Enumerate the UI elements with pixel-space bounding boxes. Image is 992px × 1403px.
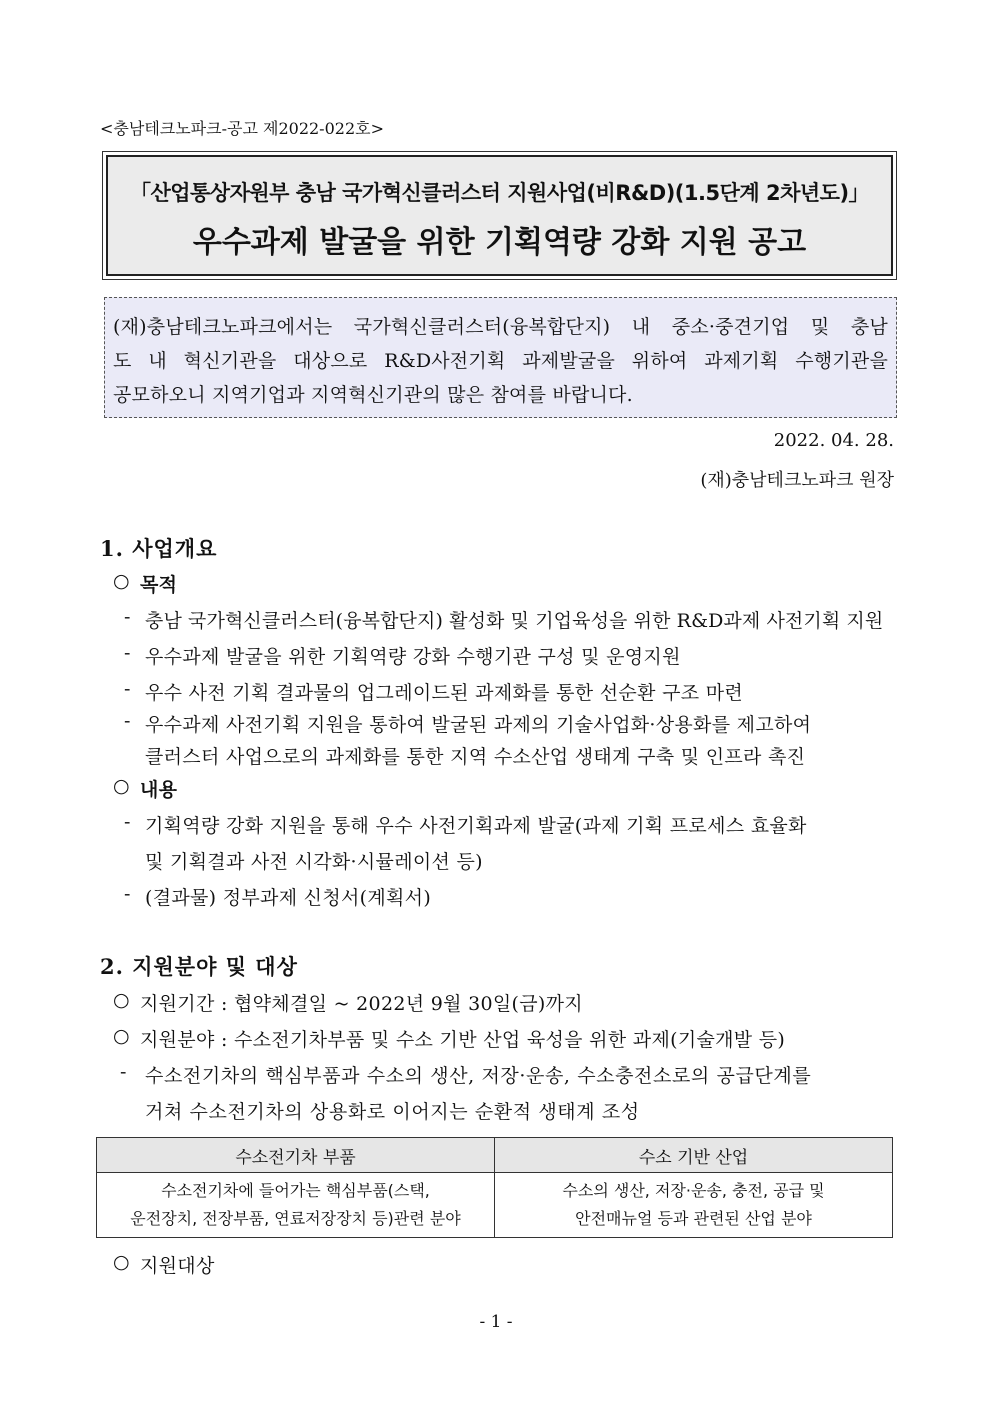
table-cell-line: 운전장치, 전장부품, 연료저장장치 등)관련 분야 <box>130 1209 461 1228</box>
purpose-label: 목적 <box>140 574 178 596</box>
content-label: 내용 <box>140 779 178 801</box>
content-item-1-cont: 및 기획결과 사전 시각화·시뮬레이션 등) <box>145 851 483 873</box>
title-inner <box>106 155 893 276</box>
announcement-ref: <충남테크노파크-공고 제2022-022호> <box>100 119 384 138</box>
intro-line-3: 공모하오니 지역기업과 지역혁신기관의 많은 참여를 바랍니다. <box>113 384 633 406</box>
purpose-item-4-cont: 클러스터 사업으로의 과제화를 통한 지역 수소산업 생태계 구축 및 인프라 촉진 <box>145 746 806 768</box>
table-cell <box>495 1173 893 1238</box>
dash-bullet: - <box>124 710 131 732</box>
dash-bullet: - <box>120 1061 127 1083</box>
purpose-item-4: 우수과제 사전기획 지원을 통하여 발굴된 과제의 기술사업화·상용화를 제고하여 <box>145 714 812 736</box>
intro-line-1: (재)충남테크노파크에서는 국가혁신클러스터(융복합단지) 내 중소·중견기업 및 충남 <box>113 316 888 338</box>
dash-bullet: - <box>124 606 131 628</box>
announcement-date: 2022. 04. 28. <box>773 430 894 451</box>
intro-line-2: 도 내 혁신기관을 대상으로 R&D사전기획 과제발굴을 위하여 과제기획 수행기관을 <box>113 350 888 372</box>
support-field-desc: 수소전기차의 핵심부품과 수소의 생산, 저장·운송, 수소충전소로의 공급단계를 <box>145 1065 812 1087</box>
support-field-desc-cont: 거쳐 수소전기차의 상용화로 이어지는 순환적 생태계 조성 <box>145 1101 640 1123</box>
purpose-item-1: 충남 국가혁신클러스터(융복합단지) 활성화 및 기업육성을 위한 R&D과제 사전기획 지원 <box>145 610 884 632</box>
intro-box <box>104 297 897 418</box>
page-number: - 1 - <box>479 1312 513 1332</box>
dash-bullet: - <box>124 678 131 700</box>
circle-bullet: ○ <box>113 1251 130 1273</box>
dash-bullet: - <box>124 642 131 664</box>
circle-bullet: ○ <box>113 775 130 797</box>
table-row <box>97 1173 893 1238</box>
dash-bullet: - <box>124 883 131 905</box>
circle-bullet: ○ <box>113 989 130 1011</box>
table-cell-line: 안전매뉴얼 등과 관련된 산업 분야 <box>575 1209 812 1228</box>
section-2-heading: 2. 지원분야 및 대상 <box>100 954 298 979</box>
purpose-item-3: 우수 사전 기획 결과물의 업그레이드된 과제화를 통한 선순환 구조 마련 <box>145 682 744 704</box>
section-1-heading: 1. 사업개요 <box>100 536 218 561</box>
title-line-1: 「산업통상자원부 충남 국가혁신클러스터 지원사업(비R&D)(1.5단계 2차년도)」 <box>129 181 870 205</box>
table-cell-line: 수소의 생산, 저장·운송, 충전, 공급 및 <box>562 1181 825 1200</box>
issuer: (재)충남테크노파크 원장 <box>700 470 894 491</box>
support-field-table <box>96 1137 893 1238</box>
support-period: 지원기간 : 협약체결일 ~ 2022년 9월 30일(금)까지 <box>140 993 583 1015</box>
page-title: 우수과제 발굴을 위한 기획역량 강화 지원 공고 <box>192 225 807 260</box>
table-header-cell: 수소 기반 산업 <box>495 1138 893 1173</box>
content-item-2: (결과물) 정부과제 신청서(계획서) <box>145 887 432 909</box>
title-box <box>102 151 897 280</box>
support-target: 지원대상 <box>140 1255 215 1277</box>
table-header-cell: 수소전기차 부품 <box>97 1138 495 1173</box>
dash-bullet: - <box>124 811 131 833</box>
table-cell <box>97 1173 495 1238</box>
table-header-row <box>97 1138 893 1173</box>
support-field: 지원분야 : 수소전기차부품 및 수소 기반 산업 육성을 위한 과제(기술개발 등) <box>140 1029 786 1051</box>
purpose-item-2: 우수과제 발굴을 위한 기획역량 강화 수행기관 구성 및 운영지원 <box>145 646 681 668</box>
content-item-1: 기획역량 강화 지원을 통해 우수 사전기획과제 발굴(과제 기획 프로세스 효율화 <box>145 815 807 837</box>
table-cell-line: 수소전기차에 들어가는 핵심부품(스택, <box>161 1181 430 1200</box>
circle-bullet: ○ <box>113 1025 130 1047</box>
circle-bullet: ○ <box>113 570 130 592</box>
